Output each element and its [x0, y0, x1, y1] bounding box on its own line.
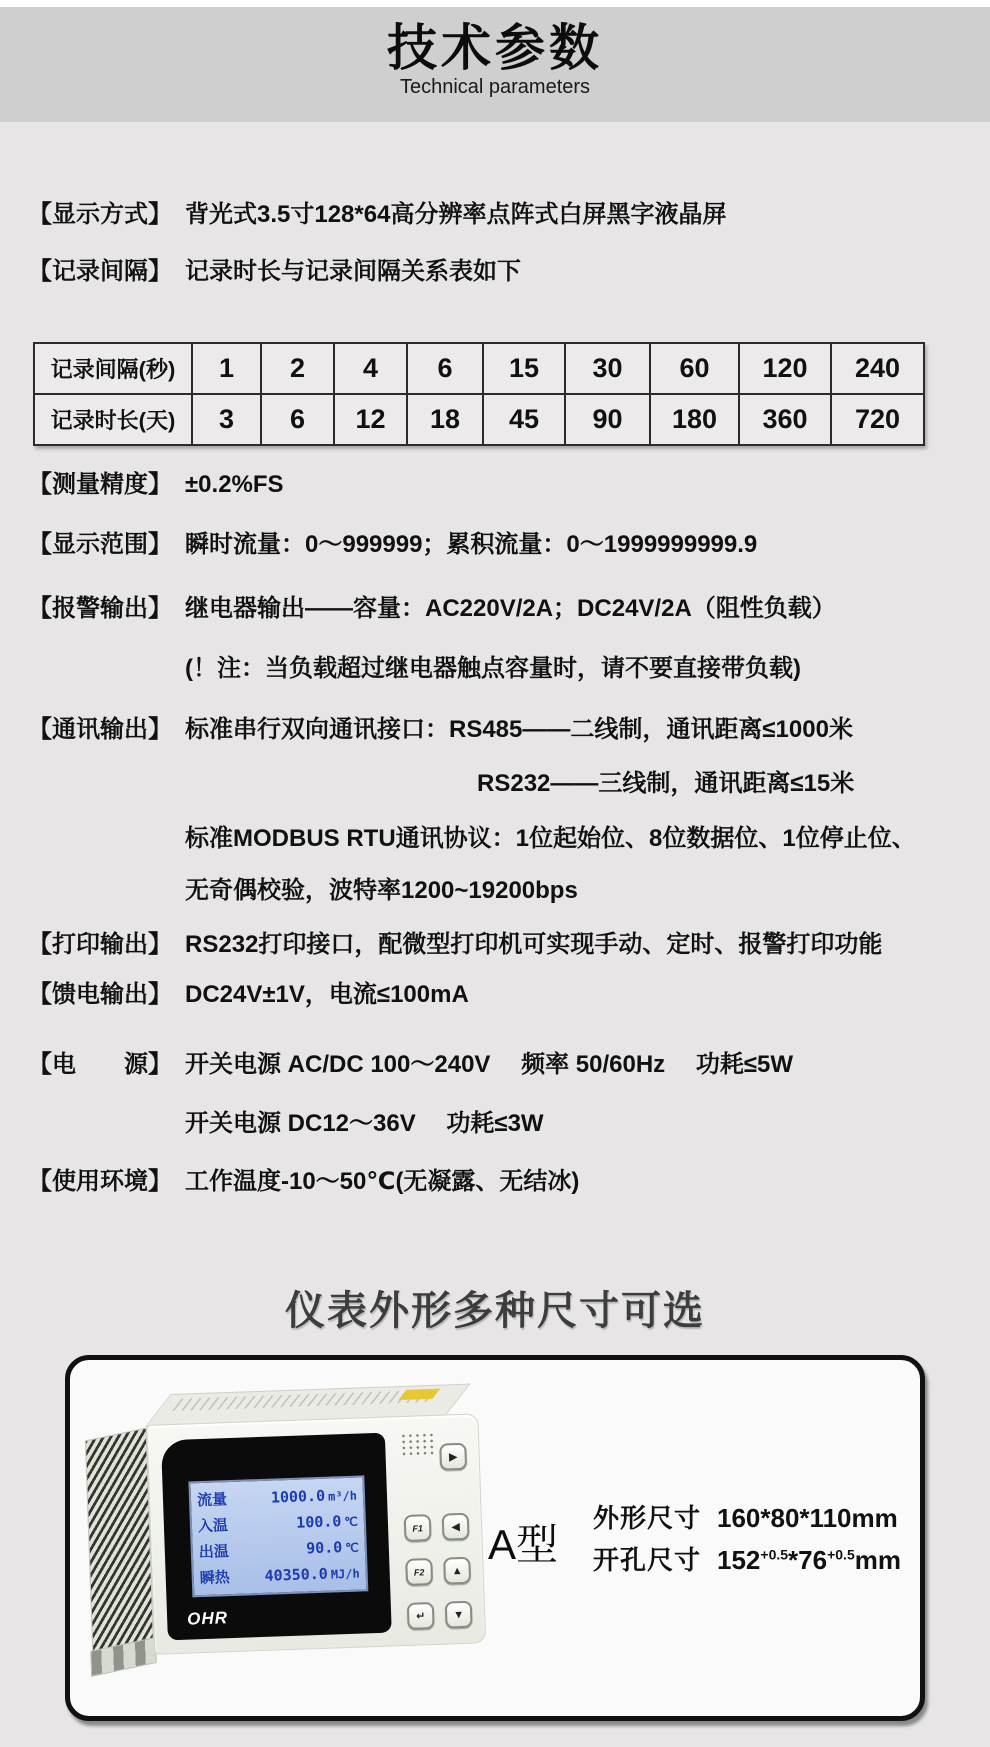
right-arrow-button: ▶ [439, 1443, 467, 1471]
dim-base: 76 [798, 1545, 828, 1575]
dim-label: 开孔尺寸 [593, 1545, 702, 1575]
up-arrow-button: ▲ [443, 1557, 471, 1585]
f1-button: F1 [404, 1514, 432, 1542]
spec-text: 无奇偶校验，波特率1200~19200bps [185, 877, 578, 904]
spec-label [28, 654, 185, 684]
spec-display-range [28, 530, 962, 560]
header-band [0, 7, 990, 122]
dim-value: 160*80*110mm [717, 1503, 898, 1533]
duration-cell: 90 [565, 394, 650, 445]
lcd-value: 90.0 [305, 1538, 343, 1558]
duration-cell: 45 [483, 394, 565, 445]
brand-logo: OHR [186, 1608, 229, 1629]
spec-label: 【电 源】 [28, 1051, 172, 1078]
interval-cell: 4 [334, 343, 407, 394]
dim-tolerance: +0.5 [760, 1546, 789, 1563]
duration-cell: 360 [739, 394, 831, 445]
spec-label: 【显示范围】 [28, 531, 172, 558]
speaker-holes [400, 1432, 435, 1457]
table-row-duration [34, 394, 924, 445]
lcd-unit: ℃ [345, 1540, 360, 1556]
lcd-value: 100.0 [295, 1512, 342, 1532]
f2-button: F2 [405, 1558, 433, 1586]
spec-text: 工作温度-10～50℃(无凝露、无结冰) [185, 1168, 580, 1195]
device-lcd [188, 1475, 368, 1597]
spec-label: 【测量精度】 [28, 471, 172, 498]
interval-cell: 15 [483, 343, 565, 394]
spec-text: 记录时长与记录间隔关系表如下 [185, 258, 521, 285]
lcd-value: 1000.0 [270, 1486, 326, 1507]
spec-text: DC24V±1V，电流≤100mA [185, 981, 469, 1008]
duration-cell: 18 [407, 394, 483, 445]
lcd-label: 出温 [198, 1543, 230, 1562]
spec-alarm-output [28, 594, 962, 624]
dimension-specs [593, 1498, 901, 1582]
spec-text: 背光式3.5寸128*64高分辨率点阵式白屏黑字液晶屏 [185, 201, 727, 228]
spec-label: 【报警输出】 [28, 595, 172, 622]
row-header: 记录时长(天) [34, 394, 192, 445]
spec-comm-rs232 [28, 769, 962, 799]
outline-dimension-row [593, 1498, 901, 1540]
model-label: A型 [488, 1521, 559, 1568]
spec-label [28, 824, 185, 854]
spec-label [28, 876, 185, 906]
spec-alarm-note [28, 654, 962, 684]
cutout-dimension-row [593, 1540, 901, 1582]
spec-text: 瞬时流量：0～999999；累积流量：0～1999999999.9 [185, 531, 758, 558]
device-bezel [161, 1433, 392, 1641]
spec-label: 【打印输出】 [28, 931, 172, 958]
dim-separator: * [788, 1545, 799, 1575]
lcd-unit: ℃ [344, 1514, 359, 1530]
dim-value [717, 1545, 901, 1576]
spec-label: 【使用环境】 [28, 1168, 172, 1195]
spec-label: 【通讯输出】 [28, 716, 172, 743]
spec-text: ±0.2%FS [185, 471, 284, 498]
spec-accuracy [28, 470, 962, 500]
page-subtitle: Technical parameters [399, 76, 591, 98]
spec-comm-modbus [28, 824, 962, 854]
duration-cell: 180 [650, 394, 739, 445]
duration-cell: 12 [334, 394, 407, 445]
spec-text: 继电器输出——容量：AC220V/2A；DC24V/2A（阻性负载） [185, 595, 836, 622]
outline-section-title: 仪表外形多种尺寸可选 [285, 1289, 705, 1333]
spec-label: 【记录间隔】 [28, 258, 172, 285]
spec-power [28, 1050, 962, 1080]
record-interval-table [33, 342, 925, 446]
lcd-label: 瞬热 [199, 1569, 231, 1588]
spec-comm-output [28, 715, 962, 745]
enter-button: ↵ [407, 1602, 435, 1630]
duration-cell: 3 [192, 394, 261, 445]
spec-text: 开关电源 AC/DC 100～240V 频率 50/60Hz 功耗≤5W [185, 1051, 793, 1078]
page-title: 技术参数 [387, 20, 603, 76]
interval-cell: 6 [407, 343, 483, 394]
dim-label: 外形尺寸 [593, 1503, 702, 1533]
spec-comm-parity [28, 876, 962, 906]
spec-label [28, 1109, 185, 1139]
spec-environment [28, 1167, 962, 1197]
lcd-unit: m³/h [327, 1488, 358, 1504]
interval-cell: 120 [739, 343, 831, 394]
duration-cell: 720 [831, 394, 924, 445]
lcd-label: 入温 [197, 1517, 229, 1536]
dim-tolerance: +0.5 [827, 1546, 855, 1563]
device-image [79, 1379, 499, 1673]
device-vent-panel [85, 1427, 154, 1652]
outline-card [65, 1355, 925, 1721]
spec-text: 标准串行双向通讯接口：RS485——二线制，通讯距离≤1000米 [185, 716, 853, 743]
lcd-row-heat [199, 1561, 360, 1593]
interval-cell: 30 [565, 343, 650, 394]
down-arrow-button: ▼ [445, 1601, 473, 1629]
lcd-unit: MJ/h [330, 1566, 360, 1582]
spec-list [0, 122, 990, 1721]
spec-print-output [28, 930, 962, 960]
top-white-strip [0, 0, 990, 7]
device-front-panel [146, 1413, 486, 1654]
interval-cell: 240 [831, 343, 924, 394]
spec-label [28, 769, 185, 799]
spec-text: 标准MODBUS RTU通讯协议：1位起始位、8位数据位、1位停止位、 [185, 825, 916, 852]
spec-label: 【显示方式】 [28, 201, 172, 228]
interval-cell: 1 [192, 343, 261, 394]
dim-unit: mm [854, 1545, 901, 1575]
interval-cell: 2 [261, 343, 334, 394]
spec-label: 【馈电输出】 [28, 981, 172, 1008]
device-keypad [391, 1420, 480, 1639]
spec-power-dc [28, 1109, 962, 1139]
left-arrow-button: ◀ [442, 1513, 470, 1541]
table-row-interval [34, 343, 924, 394]
spec-text: 开关电源 DC12～36V 功耗≤3W [185, 1110, 544, 1137]
lcd-value: 40350.0 [264, 1564, 329, 1585]
dim-base: 152 [717, 1545, 761, 1575]
device-sticker [398, 1389, 440, 1400]
duration-cell: 6 [261, 394, 334, 445]
lcd-label: 流量 [196, 1491, 228, 1510]
spec-text: RS232打印接口，配微型打印机可实现手动、定时、报警打印功能 [185, 931, 883, 958]
spec-text: (！注：当负载超过继电器触点容量时，请不要直接带负载) [185, 655, 801, 682]
spec-display-mode [28, 200, 962, 230]
spec-feed-output [28, 980, 962, 1010]
spec-record-interval [28, 257, 962, 287]
interval-cell: 60 [650, 343, 739, 394]
spec-text: RS232——三线制，通讯距离≤15米 [477, 770, 855, 797]
row-header: 记录间隔(秒) [34, 343, 192, 394]
